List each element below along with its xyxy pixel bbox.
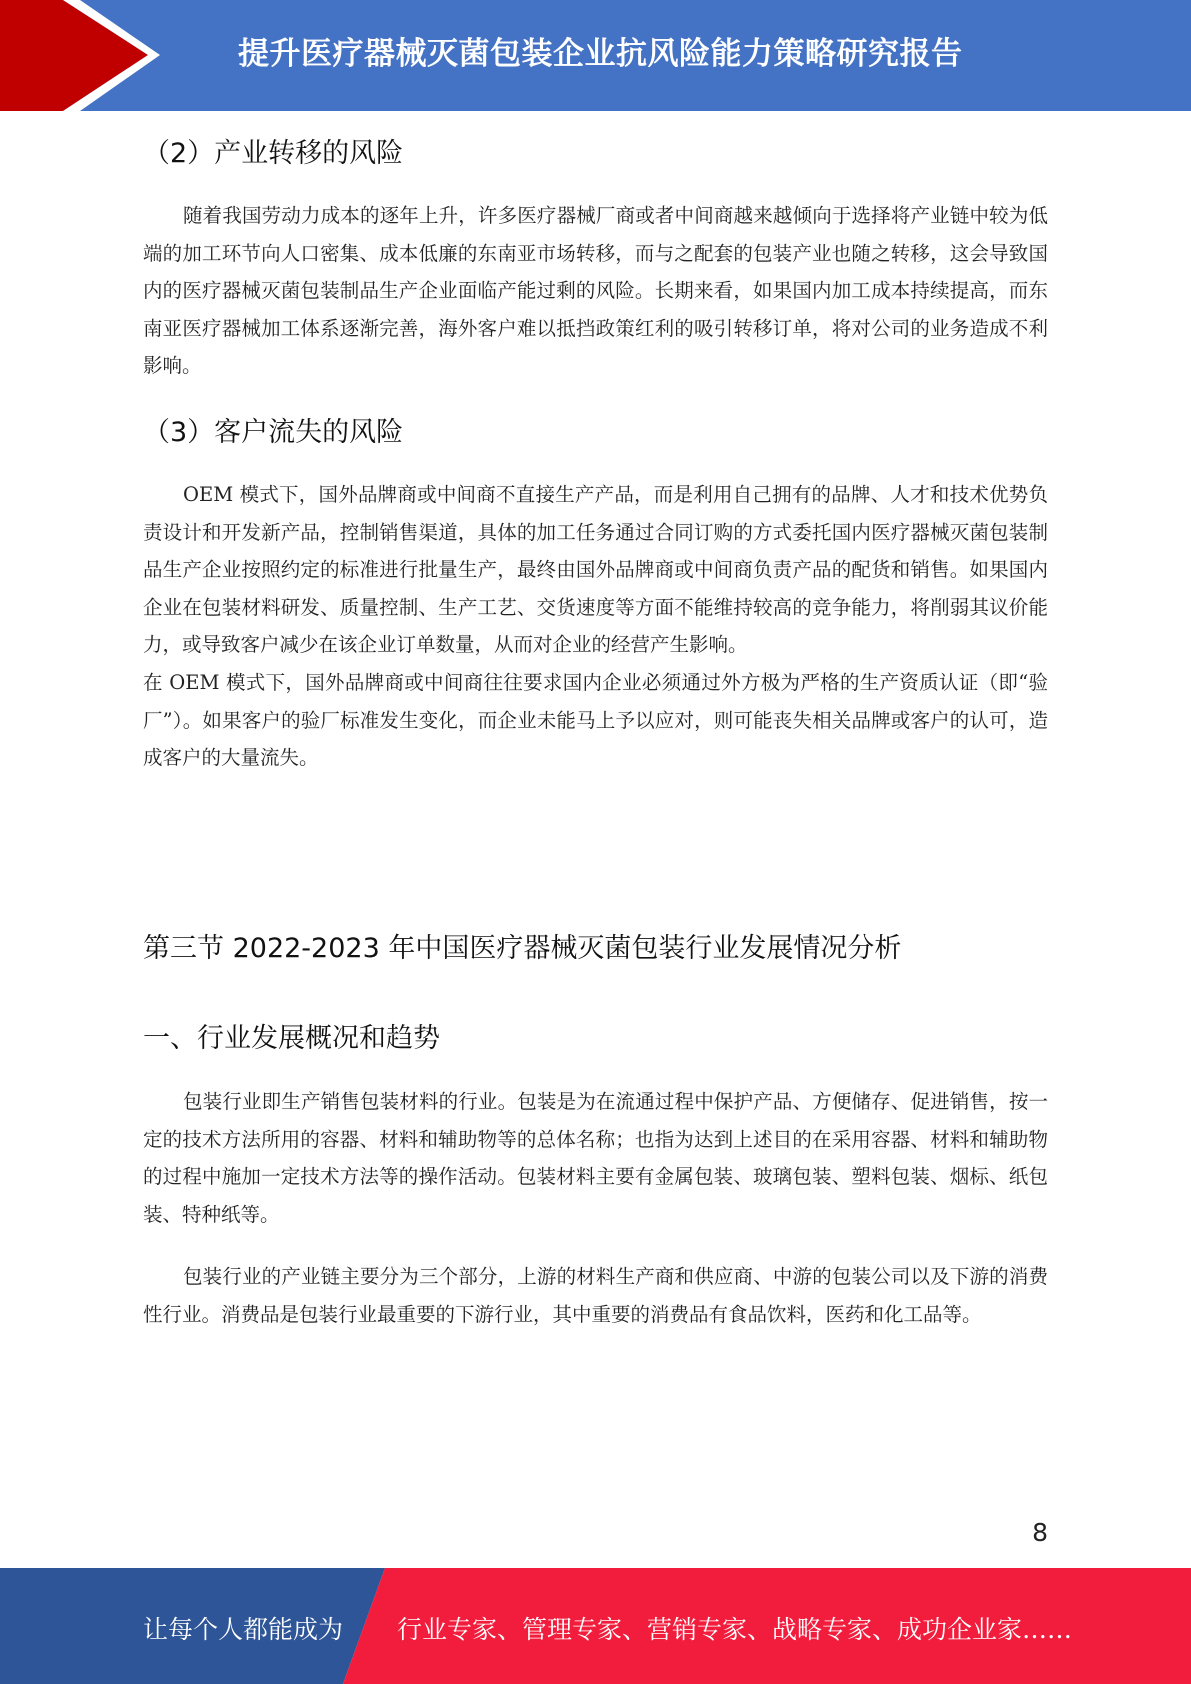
footer-slogan-left: 让每个人都能成为: [143, 1615, 344, 1644]
paragraph-industry-transfer: 随着我国劳动力成本的逐年上升，许多医疗器械厂商或者中间商越来越倾向于选择将产业链中较为低端的加工环节向人口密集、成本低廉的东南亚市场转移，而与之配套的包装产业也随之转移，这会导致国内的医疗器械灭菌包装制品生产企业面临产能过剩的风险。长期来看，如果国内加工成本持续提高，而东南亚医疗器械加工体系逐渐完善，海外客户难以抵挡政策红利的吸引转移订单，将对公司的业务造成不利影响。: [143, 204, 1048, 377]
heading-customer-loss: （3）客户流失的风险: [143, 417, 404, 448]
header-banner: [0, 0, 1191, 111]
heading-industry-transfer: （2）产业转移的风险: [143, 138, 404, 169]
footer-banner: [0, 1568, 1191, 1684]
heading-overview: 一、行业发展概况和趋势: [143, 1023, 440, 1054]
heading-section-three: 第三节 2022-2023 年中国医疗器械灭菌包装行业发展情况分析: [143, 933, 902, 964]
page-number: 8: [1032, 1518, 1048, 1547]
footer-slogan-right: 行业专家、管理专家、营销专家、战略专家、成功企业家……: [397, 1615, 1073, 1644]
paragraph-customer-loss-2: 在 OEM 模式下，国外品牌商或中间商往往要求国内企业必须通过外方极为严格的生产资质认证（即“验厂”）。如果客户的验厂标准发生变化，而企业未能马上予以应对，则可能丧失相关品牌或客户的认可，造成客户的大量流失。: [143, 671, 1048, 769]
paragraph-customer-loss-1: OEM 模式下，国外品牌商或中间商不直接生产产品，而是利用自己拥有的品牌、人才和技术优势负责设计和开发新产品，控制销售渠道，具体的加工任务通过合同订购的方式委托国内医疗器械灭菌包装制品生产企业按照约定的标准进行批量生产，最终由国外品牌商或中间商负责产品的配货和销售。如果国内企业在包装材料研发、质量控制、生产工艺、交货速度等方面不能维持较高的竞争能力，将削弱其议价能力，或导致客户减少在该企业订单数量，从而对企业的经营产生影响。: [143, 483, 1048, 656]
paragraph-overview-1: 包装行业即生产销售包装材料的行业。包装是为在流通过程中保护产品、方便储存、促进销售，按一定的技术方法所用的容器、材料和辅助物等的总体名称；也指为达到上述目的在采用容器、材料和辅助物的过程中施加一定技术方法等的操作活动。包装材料主要有金属包装、玻璃包装、塑料包装、烟标、纸包装、特种纸等。: [143, 1090, 1048, 1226]
report-title: 提升医疗器械灭菌包装企业抗风险能力策略研究报告: [238, 36, 963, 72]
paragraph-overview-2: 包装行业的产业链主要分为三个部分，上游的材料生产商和供应商、中游的包装公司以及下游的消费性行业。消费品是包装行业最重要的下游行业，其中重要的消费品有食品饮料，医药和化工品等。: [143, 1265, 1048, 1326]
